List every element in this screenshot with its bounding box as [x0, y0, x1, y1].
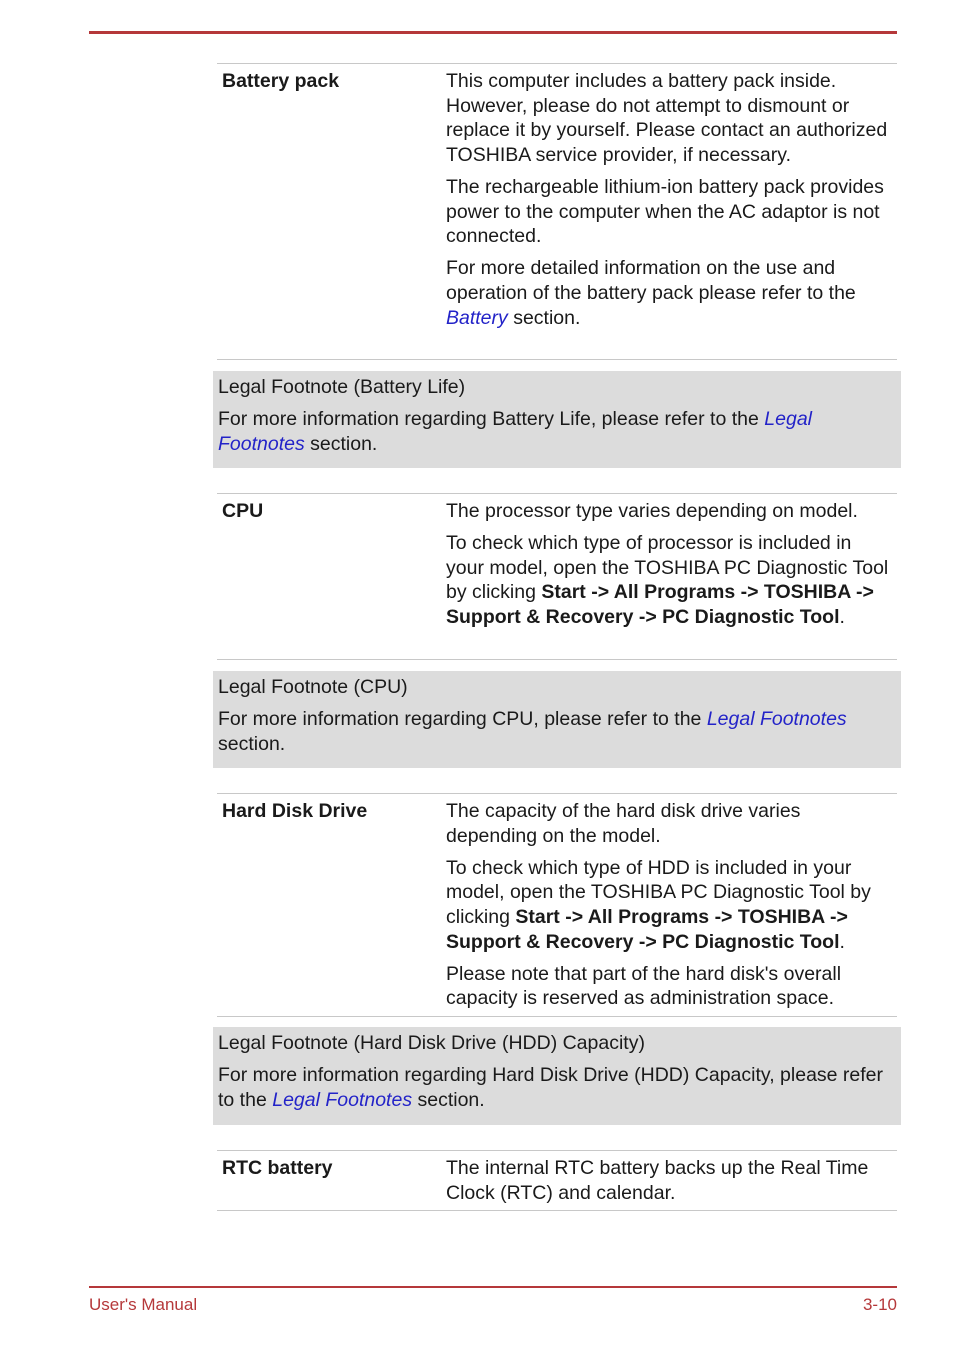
spec-table-hdd [217, 793, 897, 1017]
menu-path: Start -> All Programs -> TOSHIBA -> Support & Recovery -> PC Diagnostic Tool [446, 905, 848, 953]
text: For more information regarding Hard Disk Drive (HDD) Capacity, please refer to the [218, 1064, 884, 1111]
legal-footnote-battery [213, 371, 901, 468]
legal-footnotes-link[interactable]: Legal Footnotes [272, 1088, 413, 1111]
term-hard-disk-drive: Hard Disk Drive [222, 800, 368, 822]
text: section. [218, 732, 286, 755]
page-number: 3-10 [862, 1295, 897, 1314]
paragraph: The processor type varies depending on model. [446, 500, 858, 522]
term-battery-pack: Battery pack [222, 70, 340, 92]
menu-path: Start -> All Programs -> TOSHIBA -> Support & Recovery -> PC Diagnostic Tool [446, 581, 874, 628]
legal-footnote-cpu [213, 671, 901, 768]
battery-link[interactable]: Battery [446, 306, 508, 329]
text: . [839, 930, 845, 953]
text: . [839, 605, 845, 628]
legal-footnote-hdd [213, 1027, 901, 1125]
term-rtc-battery: RTC battery [222, 1157, 333, 1179]
desc-rtc-battery [446, 1156, 894, 1213]
spec-table-battery [217, 63, 897, 360]
footnote-body [218, 1063, 888, 1112]
paragraph: The capacity of the hard disk drive varies depending on the model. [446, 800, 801, 847]
legal-footnotes-link[interactable]: Legal Footnotes [706, 708, 847, 730]
text: For more detailed information on the use and operation of the battery pack please refer to the [446, 257, 856, 304]
footnote-title: Legal Footnote (Battery Life) [218, 376, 466, 398]
text: section. [412, 1088, 485, 1111]
text: For more information regarding Battery Life, please refer to the [218, 408, 765, 430]
spec-table-cpu [217, 493, 897, 660]
footnote-body [218, 407, 888, 456]
footer-manual-title: User's Manual [89, 1295, 198, 1314]
legal-footnotes-link[interactable]: Legal Footnotes [218, 408, 812, 455]
footnote-title: Legal Footnote (Hard Disk Drive (HDD) Capacity) [218, 1032, 645, 1054]
term-cpu: CPU [222, 500, 264, 522]
footer-rule [89, 1286, 897, 1288]
paragraph: Please note that part of the hard disk's overall capacity is reserved as administration space. [446, 962, 842, 1010]
paragraph [446, 531, 894, 629]
footnote-body [218, 707, 888, 756]
desc-battery-pack [446, 69, 894, 338]
footnote-title: Legal Footnote (CPU) [218, 676, 408, 698]
desc-cpu [446, 499, 894, 637]
paragraph [446, 256, 894, 330]
text: To check which type of processor is included in your model, open the TOSHIBA PC Diagnostic Tool by clicking [446, 532, 889, 604]
paragraph: The internal RTC battery backs up the Real Time Clock (RTC) and calendar. [446, 1157, 869, 1204]
text: section. [507, 306, 581, 329]
text: For more information regarding CPU, please refer to the [218, 708, 707, 730]
text: section. [304, 432, 378, 455]
text: To check which type of HDD is included in your model, open the TOSHIBA PC Diagnostic Tool by clicking [446, 856, 871, 928]
header-rule [89, 31, 897, 34]
desc-hard-disk-drive [446, 799, 894, 1019]
paragraph [446, 856, 894, 954]
paragraph: This computer includes a battery pack inside. However, please do not attempt to dismount or replace it by yourself. Please contact an authorized TOSHIBA service provider, if necessary. [446, 70, 888, 166]
paragraph: The rechargeable lithium-ion battery pack provides power to the computer when the AC adaptor is not connected. [446, 175, 884, 248]
spec-table-rtc [217, 1150, 897, 1211]
